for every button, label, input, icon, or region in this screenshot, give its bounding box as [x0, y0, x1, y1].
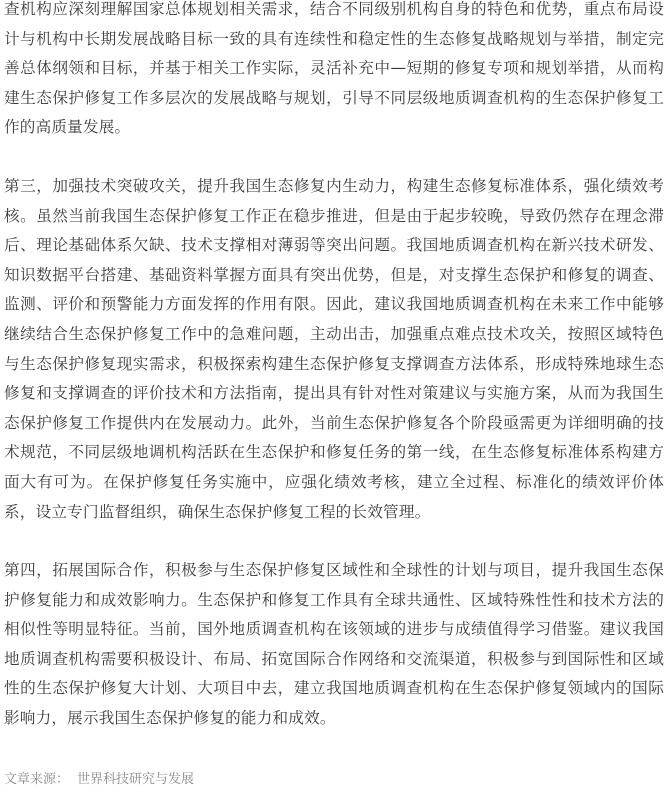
- source-value: 世界科技研究与发展: [77, 772, 195, 787]
- paragraph-third-point: 第三，加强技术突破攻关，提升我国生态修复内生动力，构建生态修复标准体系，强化绩效考核。虽然当前我国生态保护修复工作正在稳步推进，但是由于起步较晚，导致仍然存在理念滞后、理论基础体系欠缺、技术支撑相对薄弱等突出问题。我国地质调查机构在新兴技术研发、知识数据平台搭建、基础资料掌握方面具有突出优势，但是，对支撑生态保护和修复的调查、监测、评价和预警能力方面发挥的作用有限。因此，建议我国地质调查机构在未来工作中能够继续结合生态保护修复工作中的急难问题，主动出击，加强重点难点技术攻关，按照区域特色与生态保护修复现实需求，积极探索构建生态保护修复支撑调查方法体系，形成特殊地球生态修复和支撑调查的评价技术和方法指南，提出具有针对性对策建议与实施方案，从而为我国生态保护修复工作提供内在发展动力。此外，当前生态保护修复各个阶段亟需更为详细明确的技术规范，不同层级地调机构活跃在生态保护和修复任务的第一线，在生态修复标准体系构建方面大有可为。在保护修复任务实施中，应强化绩效考核，建立全过程、标准化的绩效评价体系，设立专门监督组织，确保生态保护修复工程的长效管理。: [4, 176, 664, 521]
- source-label: 文章来源：: [4, 772, 70, 787]
- article-body: [4, 0, 664, 734]
- paragraph-fourth-point: 第四，拓展国际合作，积极参与生态保护修复区域性和全球性的计划与项目，提升我国生态保护修复能力和成效影响力。生态保护和修复工作具有全球共通性、区域特殊性性和技术方法的相似性等明显特征。当前，国外地质调查机构在该领域的进步与成绩值得学习借鉴。建议我国地质调查机构需要积极设计、布局、拓宽国际合作网络和交流渠道，积极参与到国际性和区域性的生态保护修复大计划、大项目中去，建立我国地质调查机构在生态保护修复领域内的国际影响力，展示我国生态保护修复的能力和成效。: [4, 561, 664, 728]
- article-source: [4, 770, 194, 790]
- paragraph-planning: 查机构应深刻理解国家总体规划相关需求，结合不同级别机构自身的特色和优势，重点布局设计与机构中长期发展战略目标一致的具有连续性和稳定性的生态修复战略规划与举措，制定完善总体纲领和目标，并基于相关工作实际，灵活补充中—短期的修复专项和规划举措，从而构建生态保护修复工作多层次的发展战略与规划，引导不同层级地质调查机构的生态保护修复工作的高质量发展。: [4, 0, 664, 137]
